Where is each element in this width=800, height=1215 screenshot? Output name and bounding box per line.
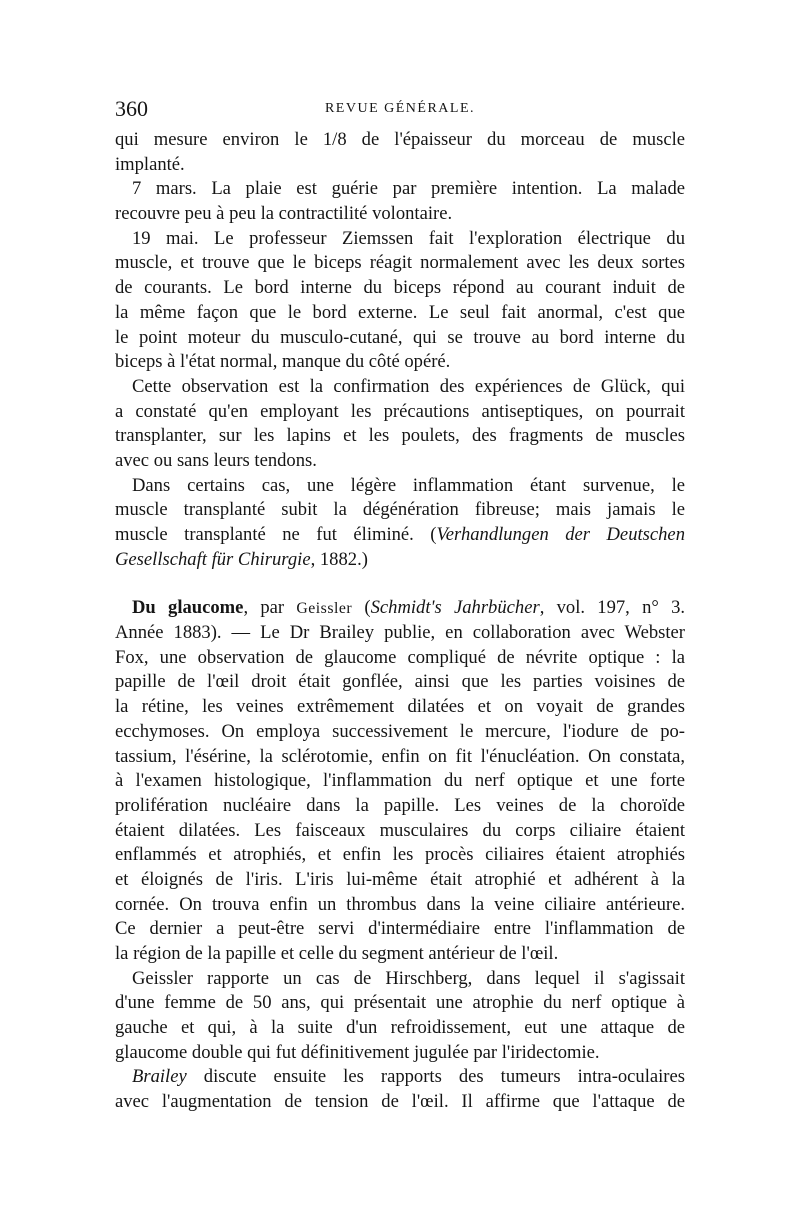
section-gap — [115, 572, 685, 596]
page-header — [115, 96, 685, 126]
line-fragment: ( — [352, 597, 371, 619]
line-fragment: muscle transplanté ne fut éliminé. ( — [115, 524, 437, 545]
text-line: et éloignés de l'iris. L'iris lui-même était atrophié et adhérent à la — [115, 868, 685, 890]
citation-title: Verhandlungen der Deutschen — [436, 524, 685, 545]
text-line: de courants. Le bord interne du biceps répond au courant induit de — [115, 277, 685, 299]
text-line: la rétine, les veines extrêmement dilatées et on voyait de grandes — [115, 696, 685, 718]
text-line — [115, 523, 685, 548]
text-line: étaient dilatées. Les faisceaux musculaires du corps ciliaire étaient — [115, 819, 685, 841]
text-line: glaucome double qui fut définitivement jugulée par l'iridectomie. — [115, 1041, 600, 1063]
text-line: Dans certains cas, une légère inflammation étant survenue, le — [132, 474, 685, 496]
author-name: Brailey — [132, 1066, 187, 1088]
text-line: le point moteur du musculo-cutané, qui se trouve au bord interne du — [115, 326, 685, 348]
text-line: a constaté qu'en employant les précautions antiseptiques, on pourrait — [115, 400, 685, 422]
text-line: cornée. On trouva enfin un thrombus dans la veine ciliaire antérieure. — [115, 893, 685, 915]
text-line: biceps à l'état normal, manque du côté opéré. — [115, 351, 451, 373]
body-text — [115, 128, 685, 1115]
text-line: tassium, l'ésérine, la sclérotomie, enfin on fit l'énucléation. On constata, — [115, 745, 685, 767]
page-number: 360 — [115, 96, 148, 121]
text-line: qui mesure environ le 1/8 de l'épaisseur du morceau de muscle — [115, 129, 685, 150]
text-line: recouvre peu à peu la contractilité volontaire. — [115, 203, 453, 225]
text-line: prolifération nucléaire dans la papille. Les veines de la choroïde — [115, 794, 685, 816]
text-line — [115, 1065, 685, 1090]
text-line: papille de l'œil droit était gonflée, ainsi que les parties voisines de — [115, 671, 685, 693]
text-line: avec l'augmentation de tension de l'œil. Il affirme que l'attaque de — [115, 1091, 685, 1113]
text-line: avec ou sans leurs tendons. — [115, 449, 317, 471]
line-fragment: discute ensuite les rapports des tumeurs intra-oculaires — [186, 1066, 685, 1088]
journal-title: Schmidt's Jahrbücher — [370, 597, 540, 619]
text-line — [115, 596, 685, 621]
text-line: Cette observation est la confirmation des expériences de Glück, qui — [132, 375, 685, 397]
text-line: Ce dernier a peut-être servi d'intermédiaire entre l'inflammation de — [115, 918, 685, 940]
text-line: Fox, une observation de glaucome compliqué de névrite optique : la — [115, 646, 685, 668]
text-line: muscle transplanté subit la dégénération fibreuse; mais jamais le — [115, 499, 685, 521]
text-line: ecchymoses. On employa successivement le mercure, l'iodure de po- — [115, 720, 685, 742]
citation-title: Gesellschaft für Chirurgie — [115, 548, 311, 570]
text-line: d'une femme de 50 ans, qui présentait une atrophie du nerf optique à — [115, 992, 685, 1014]
section-heading: Du glaucome — [132, 597, 244, 619]
text-line: Geissler rapporte un cas de Hirschberg, dans lequel il s'agissait — [132, 967, 685, 989]
line-fragment: , par — [243, 597, 297, 619]
line-fragment: , 1882.) — [310, 548, 368, 570]
text-line: transplanter, sur les lapins et les poulets, des fragments de muscles — [115, 425, 685, 447]
text-line: enflammés et atrophiés, et enfin les procès ciliaires étaient atrophiés — [115, 844, 685, 866]
text-line: muscle, et trouve que le biceps réagit normalement avec les deux sortes — [115, 252, 685, 274]
text-line: à l'examen histologique, l'inflammation du nerf optique et une forte — [115, 770, 685, 792]
text-line: implanté. — [115, 153, 185, 175]
text-line: la région de la papille et celle du segment antérieur de l'œil. — [115, 943, 559, 964]
running-title: REVUE GÉNÉRALE. — [324, 101, 476, 116]
text-line: 19 mai. Le professeur Ziemssen fait l'exploration électrique du — [132, 227, 685, 249]
line-fragment: , vol. 197, n° 3. — [539, 597, 686, 619]
text-line: 7 mars. La plaie est guérie par première intention. La malade — [132, 178, 685, 200]
text-line: gauche et qui, à la suite d'un refroidissement, eut une attaque de — [115, 1017, 685, 1039]
author-name: Geissler — [296, 600, 353, 618]
text-line: Année 1883). — Le Dr Brailey publie, en collaboration avec Webster — [115, 622, 685, 644]
text-line: la même façon que le bord externe. Le seul fait anormal, c'est que — [115, 301, 685, 323]
text-line — [115, 548, 685, 573]
